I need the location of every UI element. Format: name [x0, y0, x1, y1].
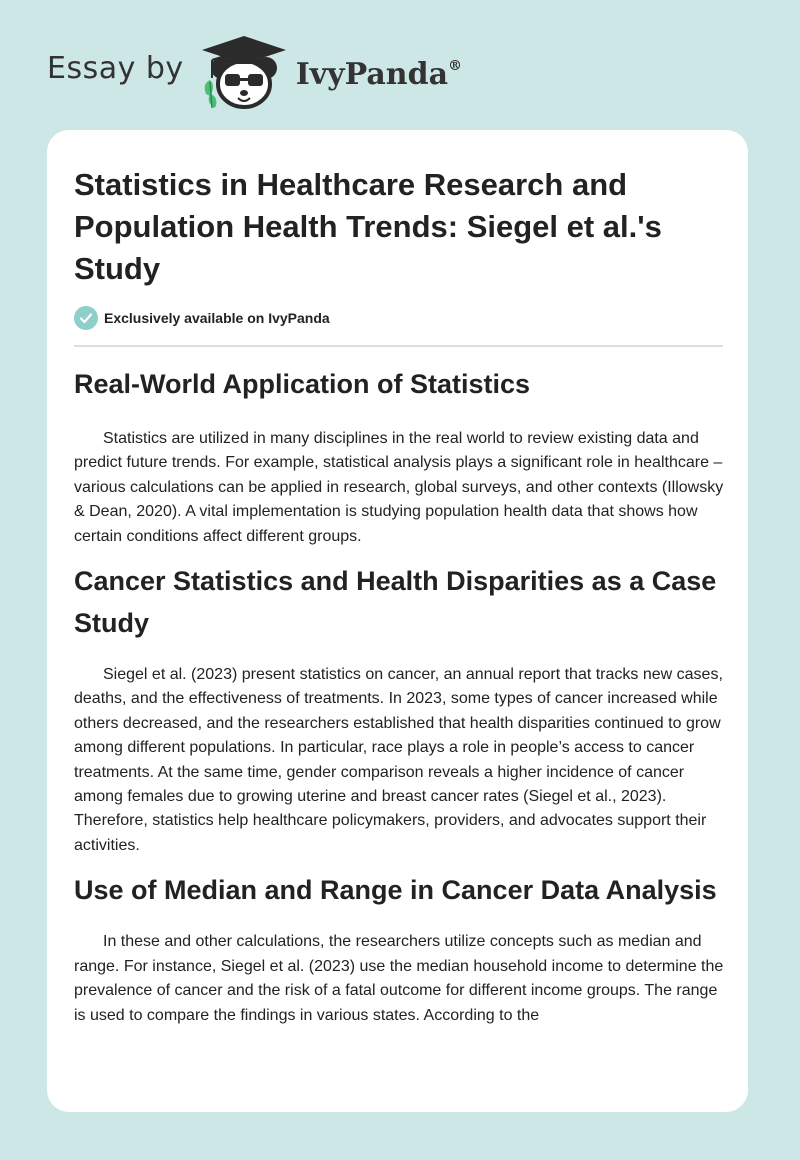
- section-paragraph: Siegel et al. (2023) present statistics on cancer, an annual report that tracks new cases, deaths, and the effectiveness of treatments. In 2023, some types of cancer increased while others decreased, and the researchers established that health disparities continued to grow among different populations. In particular, race plays a role in people’s access to cancer treatments. At the same time, gender comparison reveals a higher incidence of cancer among females due to growing uterine and breast cancer rates (Siegel et al., 2023). Therefore, statistics help healthcare policymakers, providers, and advocates support their activities.: [74, 666, 723, 854]
- essay-by-label: Essay by: [47, 50, 184, 86]
- check-circle-icon: [74, 306, 98, 330]
- brand-name: [296, 57, 462, 92]
- panda-graduation-cap-icon: [200, 34, 290, 112]
- article-card: [47, 130, 748, 1112]
- brand-label: IvyPanda: [295, 56, 449, 92]
- section-heading: Real-World Application of Statistics: [74, 369, 531, 399]
- registered-mark: ®: [448, 57, 463, 74]
- section-paragraph: Statistics are utilized in many disciplines in the real world to review existing data and predict future trends. For example, statistical analysis plays a significant role in healthcare – various calculations can be applied in research, global surveys, and other contexts (Illowsky & Dean, 2020). A vital implementation is studying population health data that shows how certain conditions affect different groups.: [74, 430, 724, 545]
- article-body: [74, 362, 726, 1028]
- section-heading: Cancer Statistics and Health Disparities as a Case Study: [74, 566, 717, 639]
- article-title: Statistics in Healthcare Research and Population Health Trends: Siegel et al.'s Study: [74, 167, 662, 286]
- exclusive-badge-label: Exclusively available on IvyPanda: [104, 310, 330, 326]
- site-header: [47, 34, 462, 112]
- exclusive-badge: [74, 306, 330, 330]
- divider: [74, 345, 723, 347]
- section-paragraph: In these and other calculations, the researchers utilize concepts such as median and range. For instance, Siegel et al. (2023) use the median household income to determine the prevalence of cancer and the risk of a fatal outcome for different income groups. The range is used to compare the findings in various states. According to the: [74, 933, 724, 1024]
- section-heading: Use of Median and Range in Cancer Data Analysis: [74, 875, 717, 906]
